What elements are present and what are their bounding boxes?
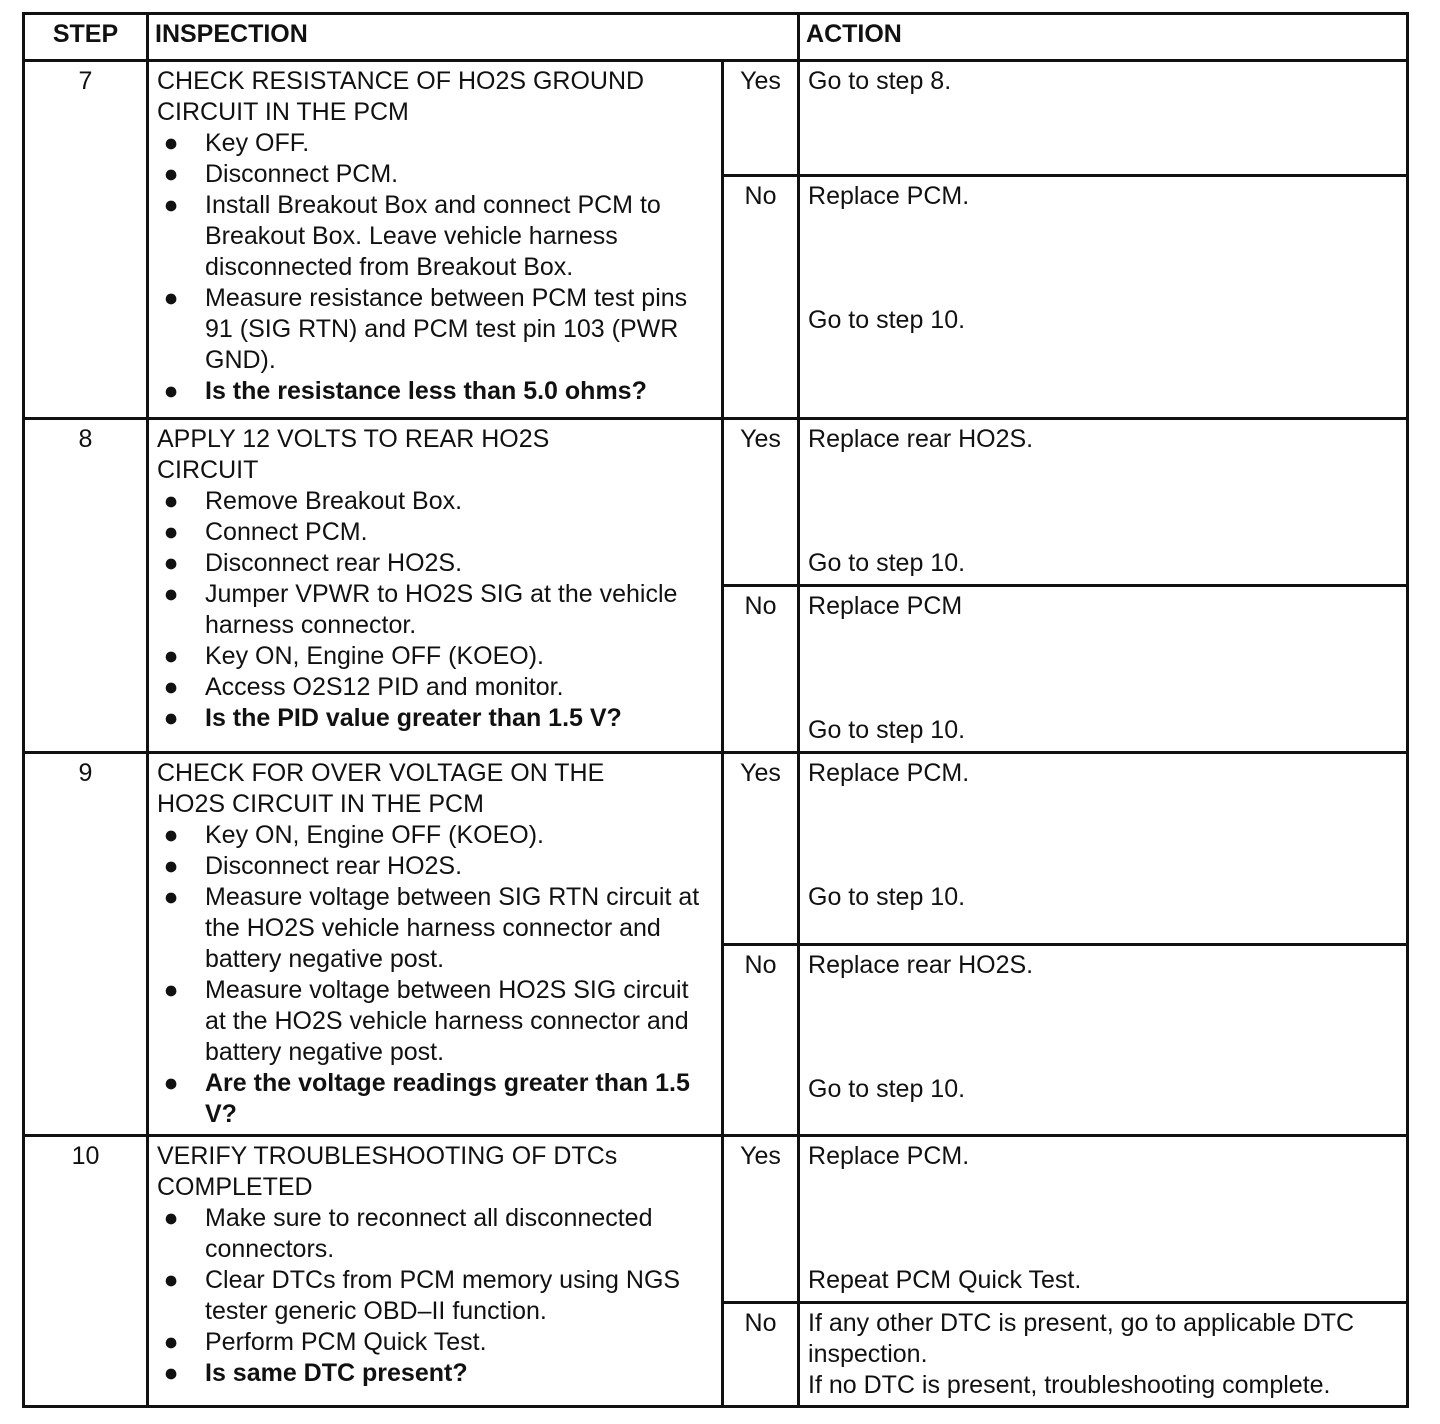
inspection-step: ● Connect PCM. bbox=[157, 517, 713, 548]
no-label: No bbox=[723, 1303, 799, 1407]
step-number: 8 bbox=[24, 419, 148, 753]
bullet-icon: ● bbox=[163, 673, 179, 701]
action-line: Go to step 10. bbox=[808, 306, 966, 334]
inspection-step: ● Remove Breakout Box. bbox=[157, 486, 713, 517]
inspection-title-line: VERIFY TROUBLESHOOTING OF DTCs bbox=[157, 1142, 618, 1170]
no-label: No bbox=[723, 176, 799, 419]
inspection-steps-list bbox=[157, 128, 713, 407]
step-8-group bbox=[24, 419, 1408, 753]
inspection-steps-list bbox=[157, 486, 713, 734]
inspection-step: ● Key ON, Engine OFF (KOEO). bbox=[157, 641, 713, 672]
no-label: No bbox=[723, 944, 799, 1136]
inspection-question: ● Is same DTC present? bbox=[157, 1358, 713, 1389]
bullet-icon: ● bbox=[163, 284, 179, 312]
inspection-step: ● Clear DTCs from PCM memory using NGS tester generic OBD–II function. bbox=[157, 1265, 713, 1327]
inspection-step: ● Measure resistance between PCM test pins 91 (SIG RTN) and PCM test pin 103 (PWR GND). bbox=[157, 283, 713, 376]
inspection-cell bbox=[148, 1136, 723, 1407]
bullet-icon: ● bbox=[163, 160, 179, 188]
bullet-icon: ● bbox=[163, 883, 179, 911]
action-line: Go to step 10. bbox=[808, 716, 966, 744]
inspection-title-line: HO2S CIRCUIT IN THE PCM bbox=[157, 790, 484, 818]
inspection-step: ● Make sure to reconnect all disconnected connectors. bbox=[157, 1203, 713, 1265]
action-line: Go to step 10. bbox=[808, 549, 966, 577]
action-line: Replace PCM. bbox=[808, 759, 970, 787]
inspection-title-line: APPLY 12 VOLTS TO REAR HO2S bbox=[157, 425, 550, 453]
action-line: Replace PCM. bbox=[808, 182, 970, 210]
inspection-step: ● Key OFF. bbox=[157, 128, 713, 159]
yes-label: Yes bbox=[723, 1136, 799, 1303]
inspection-step: ● Measure voltage between SIG RTN circuit at the HO2S vehicle harness connector and battery negative post. bbox=[157, 882, 713, 975]
inspection-title-line: CIRCUIT IN THE PCM bbox=[157, 98, 409, 126]
yes-action bbox=[799, 61, 1408, 176]
inspection-title-line: CHECK FOR OVER VOLTAGE ON THE bbox=[157, 759, 605, 787]
step-7-group bbox=[24, 61, 1408, 419]
action-line: Replace PCM. bbox=[808, 1142, 970, 1170]
header-step: STEP bbox=[24, 14, 148, 61]
inspection-question: ● Is the PID value greater than 1.5 V? bbox=[157, 703, 713, 734]
inspection-question: ● Are the voltage readings greater than 1.5 V? bbox=[157, 1068, 713, 1130]
bullet-icon: ● bbox=[163, 1204, 179, 1232]
yes-label: Yes bbox=[723, 753, 799, 945]
bullet-icon: ● bbox=[163, 1328, 179, 1356]
header-inspection: INSPECTION bbox=[148, 14, 799, 61]
action-line: Replace PCM bbox=[808, 592, 963, 620]
action-line: Replace rear HO2S. bbox=[808, 950, 1034, 979]
yes-action bbox=[799, 419, 1408, 586]
bullet-icon: ● bbox=[163, 976, 179, 1004]
inspection-cell bbox=[148, 753, 723, 1136]
yes-action bbox=[799, 1136, 1408, 1303]
inspection-step: ● Measure voltage between HO2S SIG circuit at the HO2S vehicle harness connector and battery negative post. bbox=[157, 975, 713, 1068]
bullet-icon: ● bbox=[163, 377, 179, 405]
inspection-step: ● Disconnect PCM. bbox=[157, 159, 713, 190]
step-10-group bbox=[24, 1136, 1408, 1407]
inspection-steps-list bbox=[157, 820, 713, 1130]
no-label: No bbox=[723, 586, 799, 753]
step-number: 10 bbox=[24, 1136, 148, 1407]
inspection-table bbox=[22, 12, 1409, 1408]
bullet-icon: ● bbox=[163, 1359, 179, 1387]
header-action: ACTION bbox=[799, 14, 1408, 61]
action-line: Go to step 10. bbox=[808, 883, 966, 911]
bullet-icon: ● bbox=[163, 704, 179, 732]
bullet-icon: ● bbox=[163, 549, 179, 577]
step-9-group bbox=[24, 753, 1408, 1136]
inspection-steps-list bbox=[157, 1203, 713, 1389]
inspection-step: ● Disconnect rear HO2S. bbox=[157, 851, 713, 882]
inspection-cell bbox=[148, 419, 723, 753]
step-number: 7 bbox=[24, 61, 148, 419]
bullet-icon: ● bbox=[163, 191, 179, 219]
action-line: Go to step 10. bbox=[808, 1074, 966, 1103]
inspection-title-line: COMPLETED bbox=[157, 1173, 313, 1201]
no-action bbox=[799, 1303, 1408, 1407]
inspection-cell bbox=[148, 61, 723, 419]
action-line: Replace rear HO2S. bbox=[808, 425, 1034, 453]
bullet-icon: ● bbox=[163, 821, 179, 849]
bullet-icon: ● bbox=[163, 642, 179, 670]
inspection-step: ● Disconnect rear HO2S. bbox=[157, 548, 713, 579]
inspection-title-line: CHECK RESISTANCE OF HO2S GROUND bbox=[157, 67, 645, 95]
action-line: Go to step 8. bbox=[808, 67, 952, 95]
bullet-icon: ● bbox=[163, 852, 179, 880]
no-action bbox=[799, 944, 1408, 1136]
bullet-icon: ● bbox=[163, 129, 179, 157]
bullet-icon: ● bbox=[163, 580, 179, 608]
bullet-icon: ● bbox=[163, 1069, 179, 1097]
inspection-step: ● Jumper VPWR to HO2S SIG at the vehicle harness connector. bbox=[157, 579, 713, 641]
no-action bbox=[799, 176, 1408, 419]
inspection-step: ● Access O2S12 PID and monitor. bbox=[157, 672, 713, 703]
inspection-step: ● Perform PCM Quick Test. bbox=[157, 1327, 713, 1358]
inspection-title-line: CIRCUIT bbox=[157, 456, 259, 484]
action-line: Repeat PCM Quick Test. bbox=[808, 1266, 1082, 1294]
action-line: If no DTC is present, troubleshooting complete. bbox=[808, 1371, 1331, 1399]
bullet-icon: ● bbox=[163, 487, 179, 515]
inspection-step: ● Key ON, Engine OFF (KOEO). bbox=[157, 820, 713, 851]
yes-label: Yes bbox=[723, 419, 799, 586]
inspection-question: ● Is the resistance less than 5.0 ohms? bbox=[157, 376, 713, 407]
bullet-icon: ● bbox=[163, 1266, 179, 1294]
bullet-icon: ● bbox=[163, 518, 179, 546]
yes-action bbox=[799, 753, 1408, 945]
no-action bbox=[799, 586, 1408, 753]
inspection-step: ● Install Breakout Box and connect PCM to Breakout Box. Leave vehicle harness disconnected from Breakout Box. bbox=[157, 190, 713, 283]
step-number: 9 bbox=[24, 753, 148, 1136]
action-line: If any other DTC is present, go to applicable DTC inspection. bbox=[808, 1309, 1355, 1368]
yes-label: Yes bbox=[723, 61, 799, 176]
header-row bbox=[24, 14, 1408, 61]
